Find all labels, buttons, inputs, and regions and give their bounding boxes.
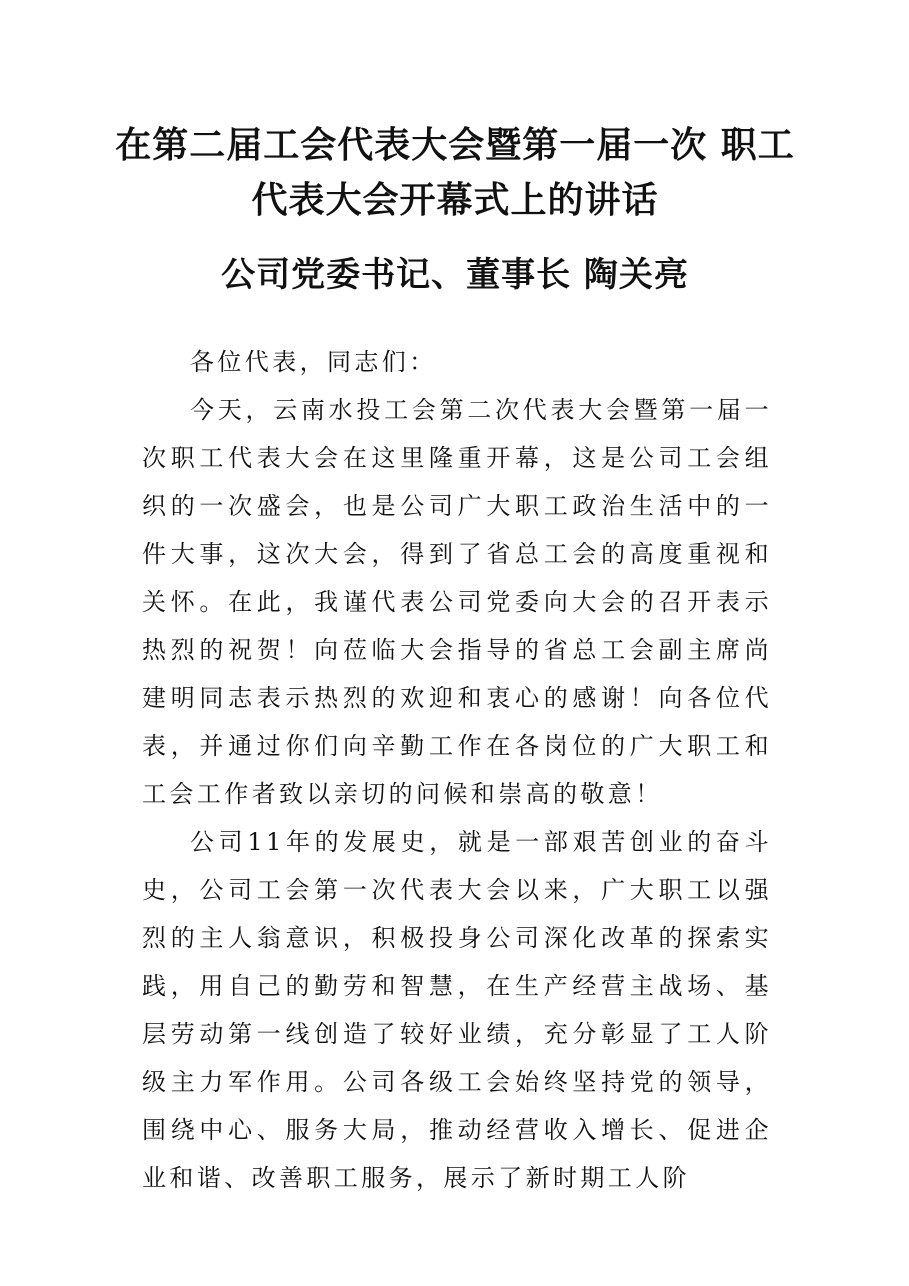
speaker-line: 公司党委书记、董事长 陶关亮 xyxy=(221,255,689,295)
salutation-paragraph: 各位代表，同志们： xyxy=(190,348,437,376)
document-title: 在第二届工会代表大会暨第一届一次 职工代表大会开幕式上的讲话 xyxy=(115,125,795,221)
speech-body xyxy=(142,338,772,1202)
body-paragraph: 公司11年的发展史，就是一部艰苦创业的奋斗史，公司工会第一次代表大会以来，广大职工以强烈的主人翁意识，积极投身公司深化改革的探索实践，用自己的勤劳和智慧，在生产经营主战场、基层劳动第一线创造了较好业绩，充分彰显了工人阶级主力军作用。公司各级工会始终坚持党的领导，围绕中心、服务大局，推动经营收入增长、促进企业和谐、改善职工服务，展示了新时期工人阶 xyxy=(142,828,772,1192)
body-paragraph: 今天，云南水投工会第二次代表大会暨第一届一次职工代表大会在这里隆重开幕，这是公司工会组织的一次盛会，也是公司广大职工政治生活中的一件大事，这次大会，得到了省总工会的高度重视和关怀。在此，我谨代表公司党委向大会的召开表示热烈的祝贺！向莅临大会指导的省总工会副主席尚建明同志表示热烈的欢迎和衷心的感谢！向各位代表，并通过你们向辛勤工作在各岗位的广大职工和工会工作者致以亲切的问候和崇高的敬意！ xyxy=(142,396,772,808)
